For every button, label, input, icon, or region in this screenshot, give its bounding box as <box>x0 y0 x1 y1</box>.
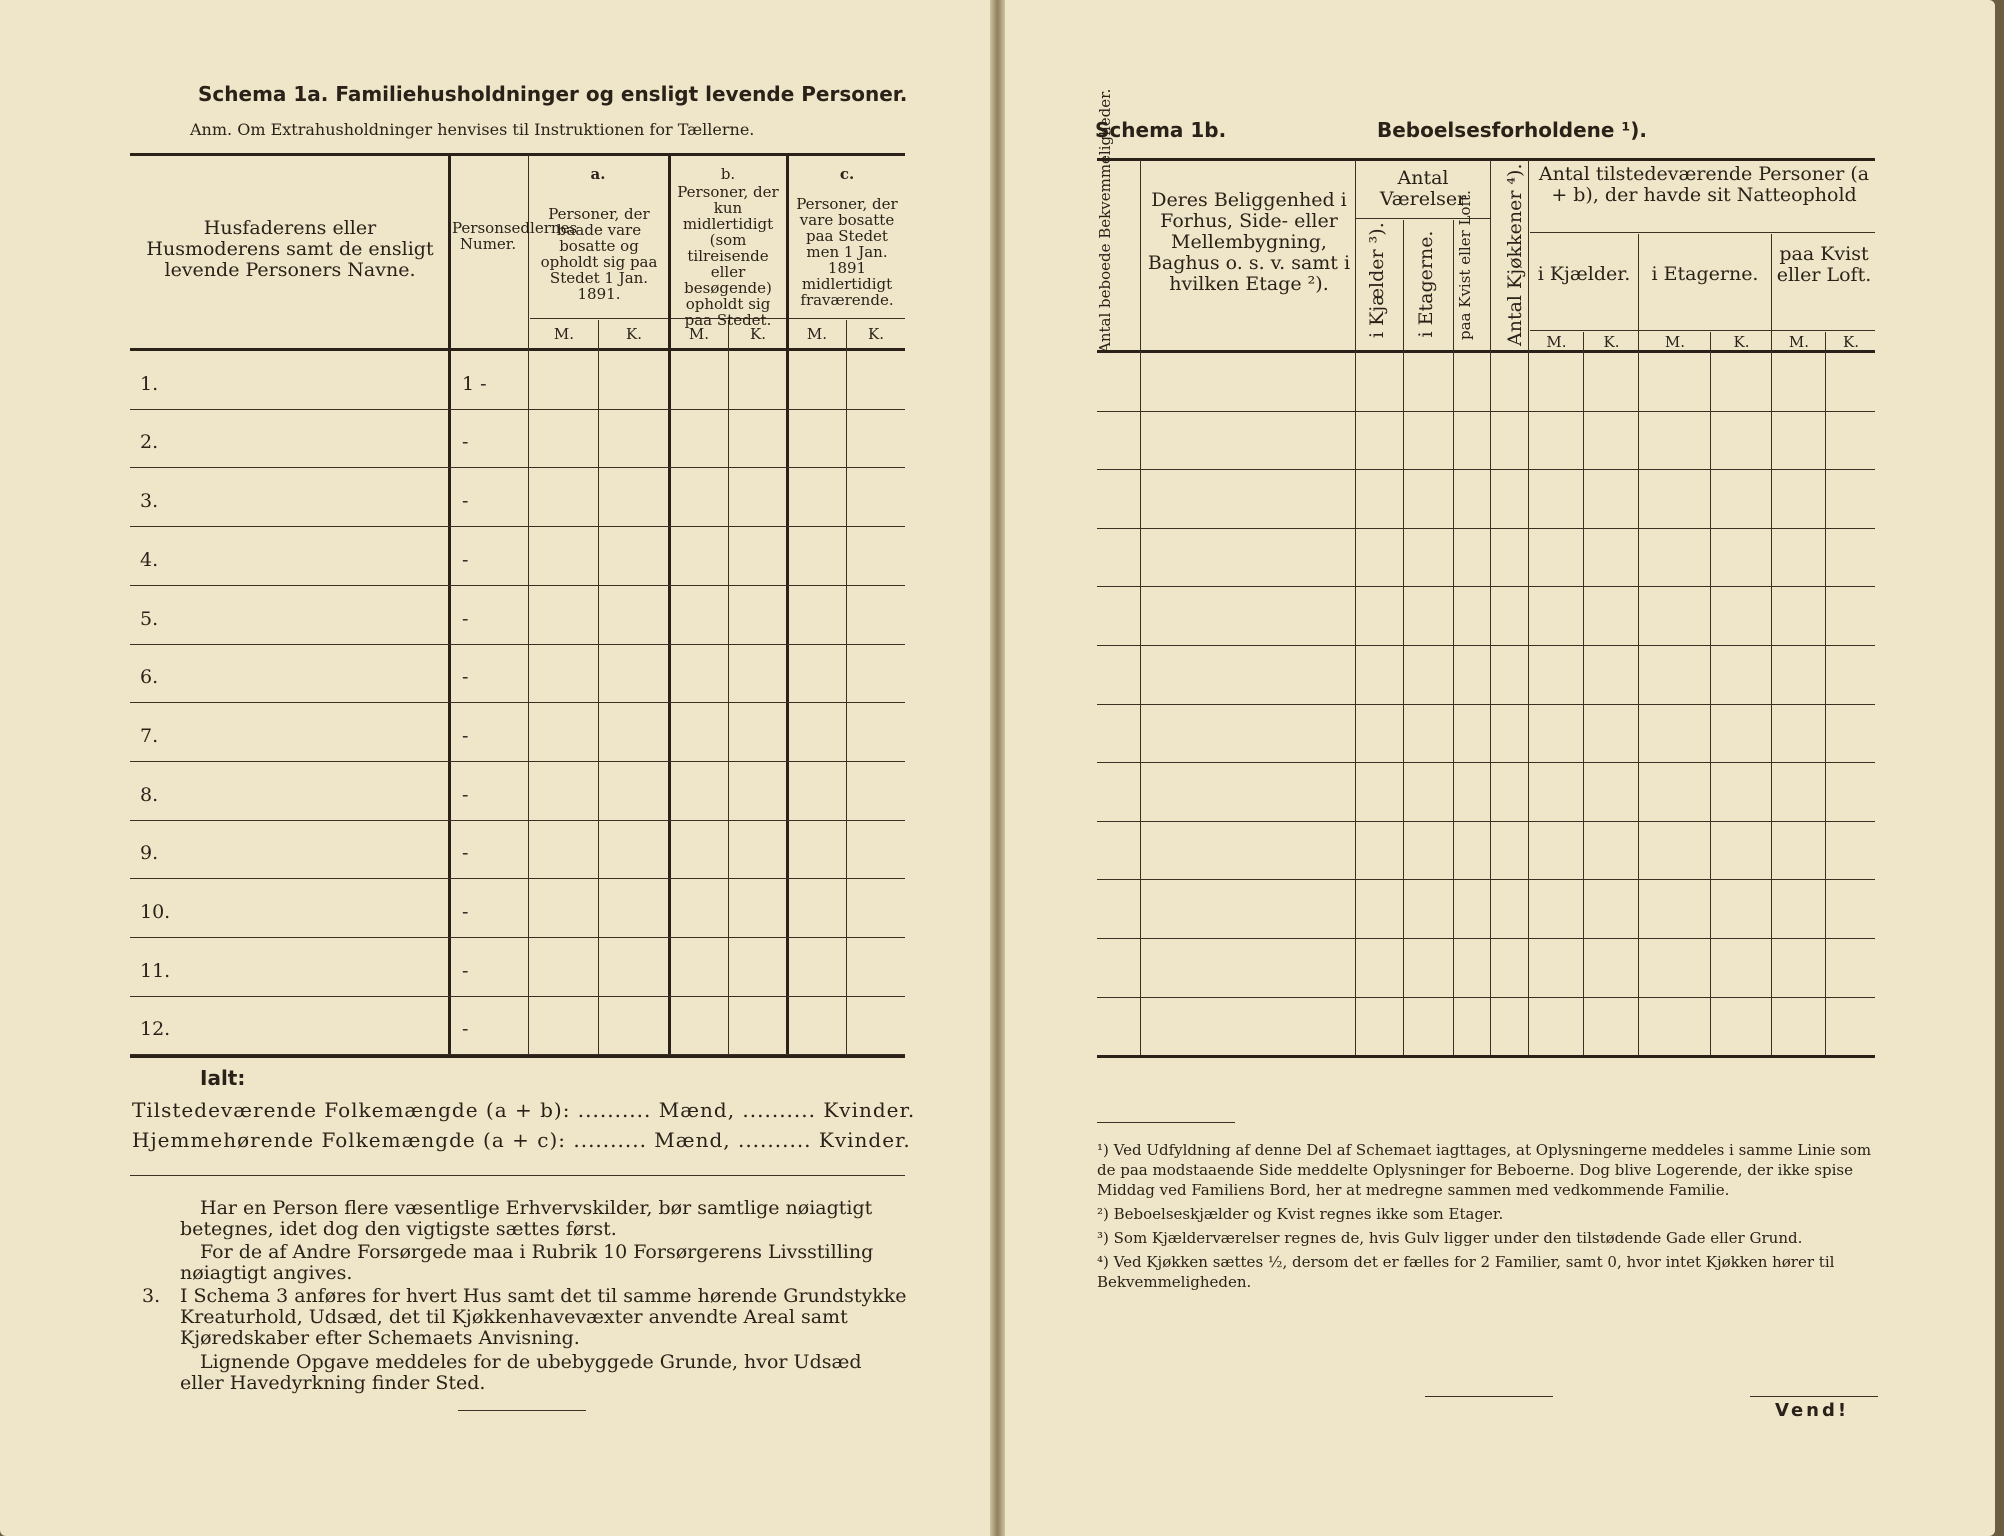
row-rule <box>130 702 905 703</box>
schema-1a-title: Schema 1a. Familiehusholdninger og ensligt levende Personer. <box>198 82 908 106</box>
col-divider <box>1583 332 1584 1055</box>
header-persons-rule <box>1530 232 1875 233</box>
row-number: 5. <box>140 608 159 630</box>
footnote-1: ¹) Ved Udfyldning af denne Del af Schemaet iagttages, at Oplysningerne meddeles i samme Linie som de paa modstaaende Side meddelte Oplysninger for Beboerne. Dog blive Logerende, der ikke spise Middag ved Familiens Bord, her at medregne sammen med vedkommende Familie. <box>1097 1141 1872 1199</box>
col-header-kjokkener: Antal Kjøkkener ⁴). <box>1504 163 1526 346</box>
col-b-header: Personer, der kun midlertidigt (som tilreisende eller besøgende) opholdt sig paa Stedet. <box>677 183 779 329</box>
mk-label: K. <box>1733 333 1750 351</box>
instruction-1: Har en Person flere væsentlige Erhvervskilder, bør samtlige nøiagtigt betegnes, idet dog den vigtigste sættes først. <box>180 1197 873 1240</box>
person-number-cell: - <box>462 431 469 453</box>
col-divider-num <box>528 155 529 1055</box>
mk-label: K. <box>626 325 642 343</box>
ialt-label: Ialt: <box>200 1066 246 1090</box>
header-mk-rule <box>1530 330 1875 331</box>
table-bottom-rule <box>130 1055 905 1058</box>
row-rule <box>1097 762 1875 763</box>
mk-label: M. <box>1546 333 1567 351</box>
sub-header-kvist: paa Kvist eller Loft. <box>1776 243 1872 286</box>
instruction-3: I Schema 3 anføres for hvert Hus samt det til samme hørende Grundstykke Kreaturhold, Udsæd, det til Kjøkkenhavevæxter anvendte Areal samt Kjøredskaber efter Schemaets Anvisning. <box>180 1285 907 1349</box>
row-number: 10. <box>140 901 171 923</box>
row-number: 11. <box>140 960 171 982</box>
header-bottom-rule <box>1097 350 1875 353</box>
row-rule <box>1097 411 1875 412</box>
person-number-cell: - <box>462 490 469 512</box>
row-rule <box>1097 645 1875 646</box>
total-present: Tilstedeværende Folkemængde (a + b): .......... Mænd, .......... Kvinder. <box>132 1098 916 1122</box>
col-header-beliggenhed: Deres Beliggenhed i Forhus, Side- eller Mellembygning, Baghus o. s. v. samt i hvilken Etage ²). <box>1147 189 1351 295</box>
col-divider <box>1453 220 1454 1055</box>
row-number: 4. <box>140 549 159 571</box>
right-page <box>1005 0 1995 1536</box>
mk-label: M. <box>1788 333 1810 351</box>
col-divider-b-mk <box>728 320 729 1055</box>
row-rule <box>1097 528 1875 529</box>
row-rule <box>1097 821 1875 822</box>
table-top-rule <box>1097 158 1875 161</box>
mk-label: M. <box>1664 333 1686 351</box>
row-rule <box>130 878 905 879</box>
row-rule <box>130 409 905 410</box>
row-rule <box>130 761 905 762</box>
row-rule <box>130 526 905 527</box>
mk-label: M. <box>806 325 828 343</box>
col-divider-c-mk <box>846 320 847 1055</box>
col-header-personer: Antal tilstedeværende Personer (a + b), der havde sit Natteophold <box>1538 163 1870 206</box>
row-rule <box>130 820 905 821</box>
footnote-2: ²) Beboelseskjælder og Kvist regnes ikke som Etager. <box>1097 1205 1504 1223</box>
vend-label: Vend! <box>1775 1400 1850 1421</box>
col-header-etagerne: i Etagerne. <box>1415 230 1437 338</box>
col-divider-name <box>448 155 451 1055</box>
col-header-number: Personsedlernes Numer. <box>452 219 578 253</box>
total-resident: Hjemmehørende Folkemængde (a + c): .......... Mænd, .......... Kvinder. <box>132 1128 911 1152</box>
sub-header-kjaelder: i Kjælder. <box>1537 263 1631 285</box>
footnote-rule <box>1097 1122 1235 1123</box>
col-b-letter: b. <box>720 165 736 183</box>
footnotes <box>1097 1140 1877 1296</box>
end-rule <box>458 1410 586 1411</box>
row-rule <box>130 937 905 938</box>
row-rule <box>130 996 905 997</box>
row-number: 2. <box>140 431 159 453</box>
row-rule <box>1097 469 1875 470</box>
mk-label: K. <box>1843 333 1859 351</box>
row-rule <box>130 644 905 645</box>
col-divider <box>1490 160 1491 1055</box>
row-number: 7. <box>140 725 159 747</box>
row-number: 6. <box>140 666 159 688</box>
row-rule <box>1097 586 1875 587</box>
person-number-cell: - <box>462 960 469 982</box>
col-a-header: Personer, der baade vare bosatte og opholdt sig paa Stedet 1 Jan. 1891. <box>540 205 658 303</box>
sub-header-etagerne: i Etagerne. <box>1651 263 1759 285</box>
person-number-cell: - <box>462 549 469 571</box>
table-bottom-rule <box>1097 1055 1875 1058</box>
row-number: 8. <box>140 784 159 806</box>
row-rule <box>1097 997 1875 998</box>
person-number-cell: - <box>462 666 469 688</box>
vend-rule <box>1750 1396 1878 1397</box>
col-divider <box>1825 332 1826 1055</box>
col-header-kvist: paa Kvist eller Loft. <box>1456 190 1474 340</box>
col-divider-a-mk <box>598 320 599 1055</box>
row-number: 3. <box>140 490 159 512</box>
col-c-header: Personer, der vare bosatte paa Stedet men 1 Jan. 1891 midlertidigt fraværende. <box>796 195 898 309</box>
mk-label: K. <box>750 325 766 343</box>
end-rule <box>1425 1396 1553 1397</box>
row-rule <box>130 467 905 468</box>
person-number-cell: - <box>462 725 469 747</box>
person-number-cell: - <box>462 1018 469 1040</box>
footnote-4: ⁴) Ved Kjøkken sættes ½, dersom det er fælles for 2 Familier, samt 0, hvor intet Kjøkken hører til Bekvemmeligheden. <box>1097 1253 1835 1291</box>
instruction-4: Lignende Opgave meddeles for de ubebyggede Grunde, hvor Udsæd eller Havedyrkning finder Sted. <box>180 1351 862 1394</box>
row-number: 12. <box>140 1018 171 1040</box>
person-number-cell: 1 - <box>462 373 487 395</box>
totals-rule <box>130 1175 905 1176</box>
col-header-kjaelder: i Kjælder ³). <box>1366 222 1388 338</box>
mk-label: K. <box>868 325 884 343</box>
mk-label: M. <box>688 325 710 343</box>
col-a-letter: a. <box>590 165 606 183</box>
row-number: 9. <box>140 842 159 864</box>
person-number-cell: - <box>462 901 469 923</box>
col-divider-a <box>668 155 671 1055</box>
col-divider <box>1710 332 1711 1055</box>
row-rule <box>130 585 905 586</box>
col-header-vaerelser: Antal Værelser <box>1379 167 1467 210</box>
row-rule <box>1097 704 1875 705</box>
person-number-cell: - <box>462 784 469 806</box>
col-divider <box>1355 160 1356 1055</box>
page-fold <box>990 0 1005 1536</box>
person-number-cell: - <box>462 842 469 864</box>
footnote-3: ³) Som Kjælderværelser regnes de, hvis Gulv ligger under den tilstødende Gade eller Grund. <box>1097 1229 1803 1247</box>
col-c-letter: c. <box>839 165 855 183</box>
col-divider <box>1140 160 1141 1055</box>
person-number-cell: - <box>462 608 469 630</box>
instruction-3-number: 3. <box>142 1285 161 1307</box>
schema-1b-title: Schema 1b. <box>1095 118 1227 142</box>
instruction-2: For de af Andre Forsørgede maa i Rubrik 10 Forsørgerens Livsstilling nøiagtigt angives. <box>180 1241 874 1284</box>
row-rule <box>1097 938 1875 939</box>
schema-1a-note: Anm. Om Extrahusholdninger henvises til Instruktionen for Tællerne. <box>190 120 755 139</box>
row-rule <box>1097 879 1875 880</box>
row-number: 1. <box>140 373 159 395</box>
mk-label: K. <box>1603 333 1620 351</box>
mk-label: M. <box>553 325 575 343</box>
col-divider <box>1403 220 1404 1055</box>
schema-1b-subtitle: Beboelsesforholdene ¹). <box>1377 118 1647 142</box>
left-page <box>0 0 990 1536</box>
col-header-antal-bekvemmeligheder: Antal beboede Bekvemmeligheder. <box>1096 88 1114 353</box>
col-header-names: Husfaderens eller Husmoderens samt de ensligt levende Personers Navne. <box>146 217 434 281</box>
col-divider-b <box>786 155 789 1055</box>
